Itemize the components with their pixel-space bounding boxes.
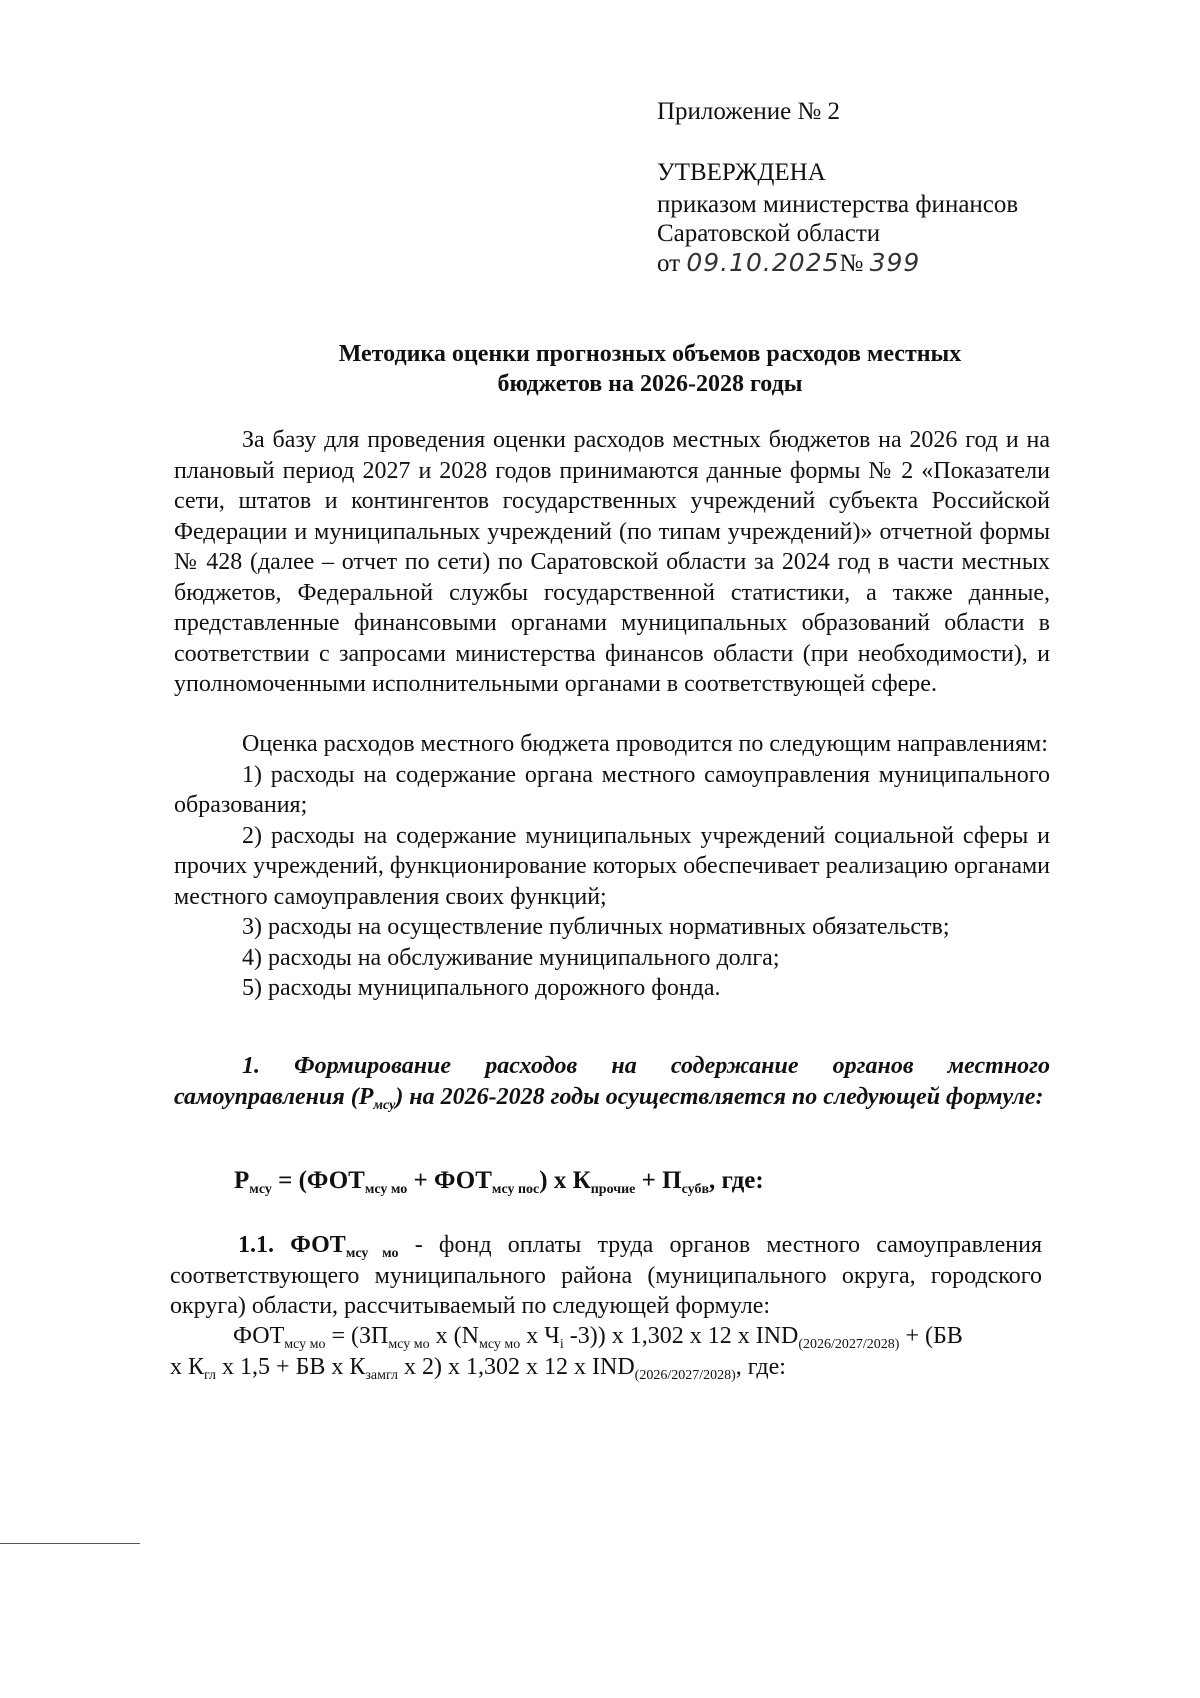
directions-intro: Оценка расходов местного бюджета проводится по следующим направлениям: [242, 731, 1048, 757]
list-item: 5) расходы муниципального дорожного фонда. [242, 975, 721, 1001]
order-line-2: Саратовской области [657, 220, 881, 247]
fot-formula [170, 1321, 1042, 1382]
item-1-1-number: 1.1. [238, 1232, 291, 1258]
section-1-text-a: 1. Формирование расходов на содержание органов местного самоуправления (Р [174, 1053, 1050, 1110]
formula-subscript: (2026/2027/2028) [634, 1367, 736, 1383]
title-line-1: Методика оценки прогнозных объемов расходов местных [338, 341, 962, 367]
formula-subscript: мсу мо [284, 1337, 326, 1352]
formula-term: = (ФОТ [271, 1167, 365, 1194]
ot-label: от [657, 250, 681, 277]
formula-term: + П [635, 1167, 682, 1194]
formula-term: х Ч [520, 1323, 560, 1349]
formula-term: -3)) х 1,302 х 12 х IND [563, 1323, 799, 1349]
formula-term: х 1,5 + БВ х К [216, 1353, 366, 1380]
formula-term: ) х К [539, 1167, 591, 1194]
formula-term: Р [234, 1167, 250, 1194]
formula-subscript: гл [204, 1367, 217, 1383]
item-1-1-text: - фонд оплаты труда органов местного самоуправления соответствующего муниципального района (муниципального округа, городского округа) области, рассчитываемый по следующей формуле: [170, 1232, 1043, 1319]
formula-term: = (ЗП [325, 1323, 389, 1349]
section-1-sub: мсу [373, 1097, 396, 1113]
item-1-1-fot: ФОТ [290, 1232, 346, 1258]
list-item: 1) расходы на содержание органа местного самоуправления муниципального образования; [174, 761, 1050, 818]
appendix-label: Приложение № 2 [657, 98, 841, 125]
main-formula [234, 1166, 1110, 1197]
document-title [150, 339, 1150, 399]
handwritten-number: 399 [869, 248, 921, 277]
section-1-text-b: ) на 2026-2028 годы осуществляется по следующей формуле: [395, 1083, 1044, 1110]
section-1-heading [174, 1051, 1050, 1112]
formula-subscript: мсу пос [491, 1182, 540, 1197]
formula-subscript: замгл [365, 1367, 399, 1383]
formula-subscript: мсу мо [478, 1337, 521, 1352]
formula-subscript: i [559, 1337, 564, 1352]
formula-term: + ФОТ [407, 1167, 492, 1194]
formula-subscript: субв [681, 1182, 709, 1197]
order-line-1: приказом министерства финансов [657, 191, 1019, 218]
formula-line-2 [170, 1352, 786, 1383]
formula-subscript: мсу мо [364, 1182, 408, 1197]
formula-term: х (N [429, 1323, 479, 1349]
formula-subscript: (2026/2027/2028) [798, 1337, 900, 1352]
intro-text: За базу для проведения оценки расходов местных бюджетов на 2026 год и на плановый период 2027 и 2028 годов принимаются данные формы № 2 «Показатели сети, штатов и контингентов государственных учреждений субъекта Российской Федерации и муниципальных учреждений (по типам учреждений)» отчетной формы № 428 (далее – отчет по сети) по Саратовской области за 2024 год в части местных бюджетов, Федеральной службы государственной статистики, а также данные, представленные финансовыми органами муниципальных образований области в соответствии с запросами министерства финансов области (при необходимости), и уполномоченными исполнительными органами в соответствующей сфере. [174, 427, 1050, 697]
formula-term: , где: [709, 1167, 764, 1194]
formula-subscript: мсу мо [388, 1337, 430, 1352]
list-item: 2) расходы на содержание муниципальных учреждений социальной сферы и прочих учреждений, функционирование которых обеспечивает реализацию органами местного самоуправления своих функций; [174, 822, 1050, 910]
formula-term: х К [170, 1353, 205, 1380]
formula-subscript: мсу [249, 1182, 272, 1197]
order-date-line [657, 248, 920, 279]
approved-label: УТВЕРЖДЕНА [657, 159, 826, 186]
handwritten-date: 09.10.2025 [686, 248, 840, 277]
formula-term: х 2) х 1,302 х 12 х IND [398, 1353, 635, 1380]
list-item: 3) расходы на осуществление публичных нормативных обязательств; [242, 914, 950, 940]
formula-term: ФОТ [233, 1323, 285, 1349]
formula-term: + (БВ [899, 1323, 963, 1349]
scan-edge-line [0, 1543, 140, 1544]
formula-subscript: прочие [590, 1182, 636, 1197]
item-1-1-paragraph [170, 1230, 1042, 1322]
formula-term: , где: [735, 1353, 786, 1380]
number-sign: № [839, 250, 864, 277]
list-item: 4) расходы на обслуживание муниципального долга; [242, 944, 780, 971]
item-1-1-fot-sub: мсу мо [345, 1246, 399, 1261]
title-line-2: бюджетов на 2026-2028 годы [497, 371, 803, 397]
intro-paragraph [174, 425, 1050, 700]
directions-paragraph [174, 729, 1050, 1004]
